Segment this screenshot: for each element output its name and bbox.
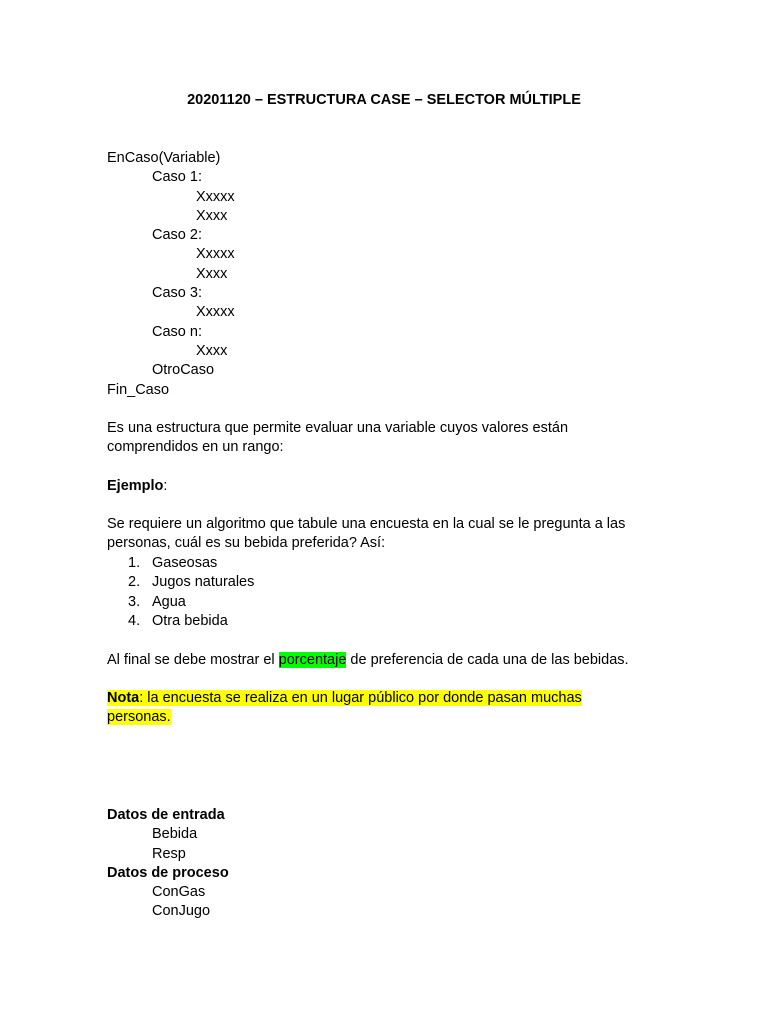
process-data-item: ConGas: [152, 884, 206, 901]
note-line-1: : la encuesta se realiza en un lugar público por donde pasan muchas: [139, 690, 582, 706]
case-3-line-a: Xxxxx: [196, 304, 235, 321]
list-item: 1. Gaseosas: [128, 555, 218, 571]
otrocaso-line: OtroCaso: [152, 362, 215, 379]
percentage-highlight: porcentaje: [278, 652, 347, 668]
input-data-heading: Datos de entrada: [107, 807, 225, 823]
description-paragraph: [107, 419, 667, 458]
case-1-label: Caso 1:: [152, 169, 202, 186]
process-data-heading: Datos de proceso: [107, 864, 229, 881]
options-list: [107, 554, 667, 631]
note-label: Nota: [107, 690, 140, 706]
case-2-line-b: Xxxx: [196, 265, 228, 282]
data-sections: [107, 806, 667, 922]
case-n-line-a: Xxxx: [196, 342, 228, 359]
description-line-2: comprendidos en un rango:: [107, 439, 284, 456]
note-paragraph: [107, 689, 667, 728]
list-item: 2. Jugos naturales: [128, 574, 255, 591]
fin-caso-line: Fin_Caso: [107, 381, 170, 398]
example-label: Ejemplo: [107, 478, 164, 494]
problem-line-1: Se requiere un algoritmo que tabule una encuesta en la cual se le pregunta a las: [107, 516, 626, 532]
example-colon: :: [163, 478, 168, 494]
case-1-line-b: Xxxx: [196, 207, 228, 224]
final-text-after: de preferencia de cada una de las bebidas.: [346, 652, 629, 668]
problem-paragraph: [107, 515, 667, 554]
case-2-line-a: Xxxxx: [196, 246, 235, 263]
input-data-item: Bebida: [152, 826, 198, 843]
list-item: 3. Agua: [128, 593, 186, 610]
process-data-item: ConJugo: [152, 903, 211, 920]
document-title: 20201120 – ESTRUCTURA CASE – SELECTOR MÚLTIPLE: [187, 92, 581, 108]
example-heading: [107, 477, 667, 496]
final-paragraph: [107, 651, 667, 670]
description-line-1: Es una estructura que permite evaluar una variable cuyos valores están: [107, 420, 569, 436]
final-text-before: Al final se debe mostrar el: [107, 652, 279, 668]
note-line-2: personas.: [107, 709, 171, 726]
problem-line-2: personas, cuál es su bebida preferida? Así:: [107, 535, 386, 552]
encaso-line: EnCaso(Variable): [107, 150, 221, 166]
pseudocode-block: [107, 149, 667, 400]
case-2-label: Caso 2:: [152, 227, 202, 244]
case-3-label: Caso 3:: [152, 285, 202, 302]
input-data-item: Resp: [152, 845, 186, 862]
list-item: 4. Otra bebida: [128, 612, 228, 629]
case-n-label: Caso n:: [152, 323, 202, 340]
case-1-line-a: Xxxxx: [196, 188, 235, 205]
